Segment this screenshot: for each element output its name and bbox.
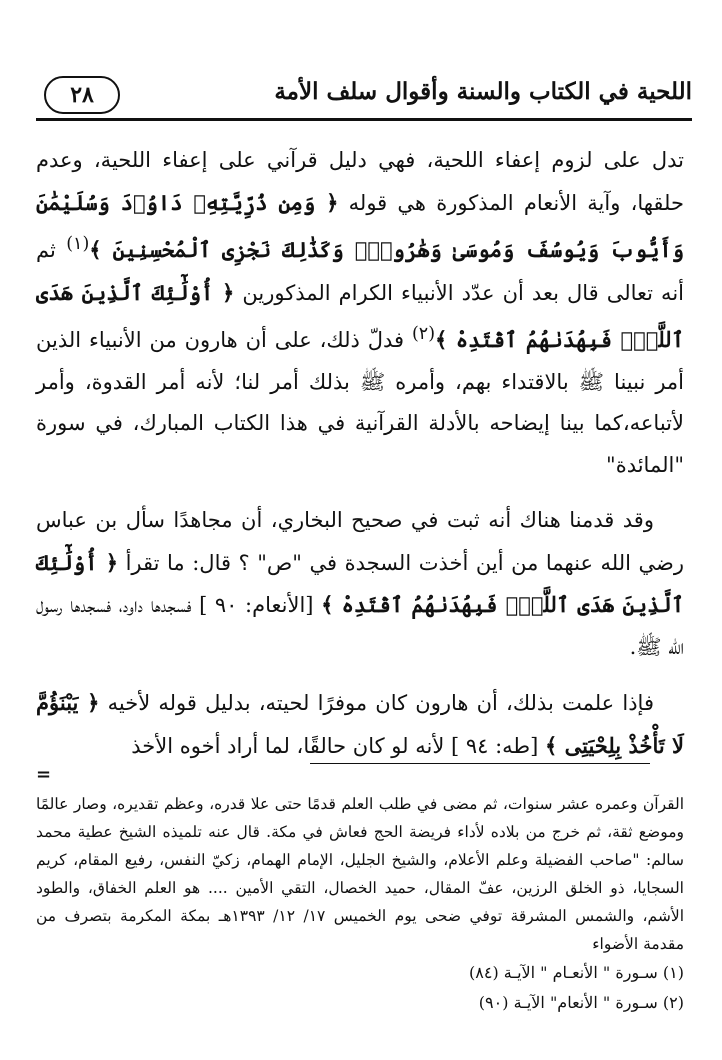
footnote-2: (٢) سـورة " الأنعام" الآيـة (٩٠) — [478, 993, 684, 1012]
quran-verse: ﴿ أُوْلَٰٓئِكَ ٱلَّذِينَ هَدَى ٱللَّهُۖ فَبِهُدَىٰهُمُ ٱقْتَدِهْ ﴾ — [36, 549, 685, 617]
header-divider — [36, 118, 692, 121]
footnote-divider — [310, 763, 650, 764]
paragraph-3 — [36, 682, 684, 767]
footnote-ref: (٢) — [411, 324, 436, 344]
text-run: [الأنعام: ٩٠ ] فسجدها داود، فسجدها رسول الله ﷺ. — [36, 593, 684, 659]
quran-verse: ﴿ يَبْنَؤُمَّ لَا تَأْخُذْ بِلِحْيَتِى ﴾ — [36, 690, 684, 758]
text-run: وقد قدمنا هناك أنه ثبت في صحيح البخاري، أن مجاهدًا سأل بن عباس رضي الله عنهما من أين أخذت السجدة في "ص" ؟ قال: ما تقرأ — [36, 508, 685, 575]
text-run: فإذا علمت بذلك، أن هارون كان موفرًا لحيته، بدليل قوله لأخيه — [99, 691, 654, 715]
paragraph-2 — [36, 500, 684, 668]
running-title: اللحية في الكتاب والسنة وأقوال سلف الأمة — [274, 78, 692, 105]
text-run: فدلّ ذلك، على أن هارون من الأنبياء الذين أمر نبينا ﷺ بالاقتداء بهم، وأمره ﷺ بذلك أمر لنا؛ لأنه أمر القدوة، وأمر لأتباعه،كما بينا إيضاحه بالأدلة القرآنية في هذا الكتاب المبارك، في سورة "المائدة" — [36, 328, 684, 477]
quran-verse: ﴿ وَمِن ذُرِّيَّتِهِۦ دَاوُۥدَ وَسُلَيْمَٰنَ وَأَيُّوبَ وَيُوسُفَ وَمُوسَىٰ وَهَٰرُونَۚ وَكَذَٰلِكَ نَجْزِى ٱلْمُحْسِنِينَ ﴾ — [36, 189, 684, 262]
paragraph-1 — [36, 140, 684, 486]
main-text — [36, 140, 684, 767]
text-run: ثم أنه تعالى قال بعد أن عدّد الأنبياء الكرام المذكورين — [36, 238, 684, 305]
footnote-continuation-mark: = — [36, 764, 52, 785]
footnote-bio: القرآن وعمره عشر سنوات، ثم مضى في طلب العلم قدمًا حتى علا قدره، وعظم تقديره، وصار عالمًا وموضع ثقة، ثم خرج من بلاده لأداء فريضة الحج فعاش في مكة. قال عنه تلميذه الشيخ عطية محمد سالم: "صاحب الفضيلة وعلم الأعلام، والشيخ الجليل، الإمام الهمام، زكيّ النفس، رفيع المقام، كريم السجايا، ذو الخلق الرزين، عفّ المقال، حميد الخصال، التقي الأمين .... هو العلم الخفاق، والطود الأشم، والشمس المشرقة توفي ضحى يوم الخميس ١٧/ ١٢/ ١٣٩٣هـ بمكة المكرمة بتصرف من مقدمة الأضواء — [36, 795, 685, 953]
page-number-badge: ٢٨ — [44, 76, 120, 114]
quran-verse: ﴿ أُوْلَٰٓئِكَ ٱلَّذِينَ هَدَى ٱللَّهُۖ فَبِهُدَىٰهُمُ ٱقْتَدِهْ ﴾ — [36, 279, 684, 352]
footnotes-section — [36, 790, 684, 1018]
page-header — [36, 76, 692, 122]
text-run: تدل على لزوم إعفاء اللحية، فهي دليل قرآني على إعفاء اللحية، وعدم حلقها، وآية الأنعام المذكورة هي قوله — [36, 148, 684, 215]
footnote-1: (١) سـورة " الأنعـام " الآيـة (٨٤) — [469, 963, 684, 982]
text-run: [طه: ٩٤ ] لأنه لو كان حالقًا، لما أراد أخوه الأخذ — [131, 733, 545, 758]
footnote-ref: (١) — [66, 234, 90, 254]
